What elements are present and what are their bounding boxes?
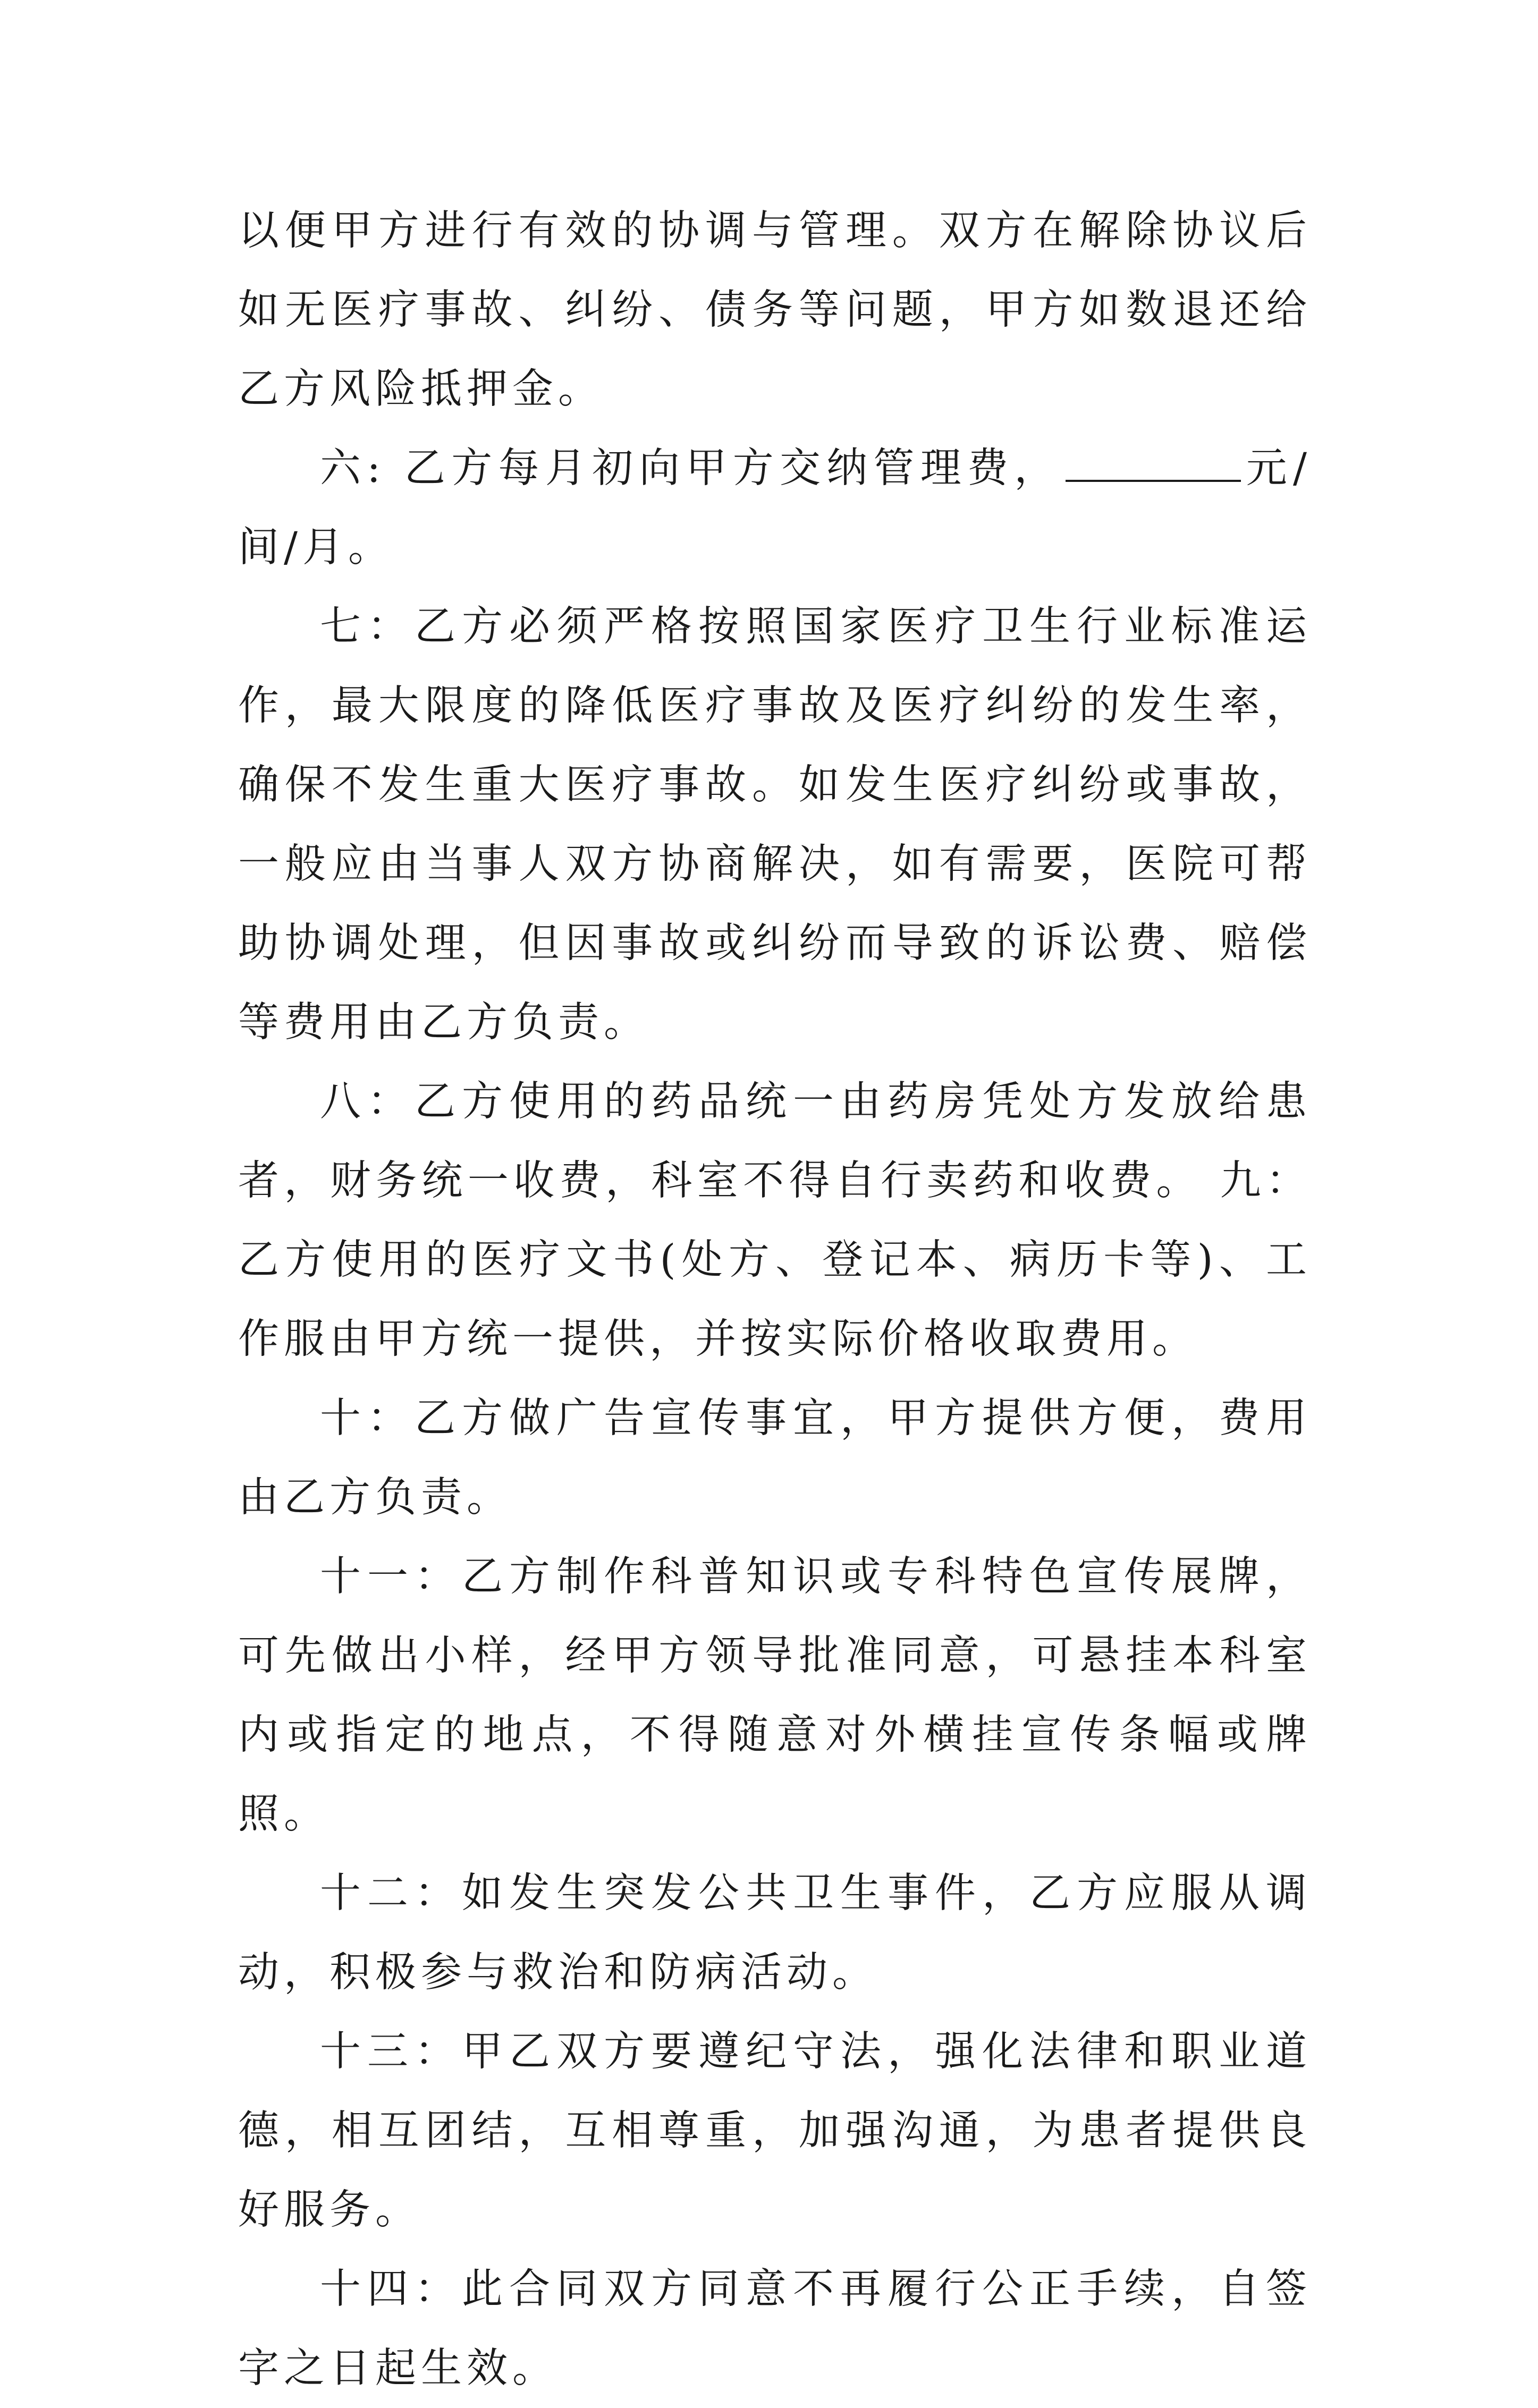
clause-10-advertising: 十：乙方做广告宣传事宜，甲方提供方便，费用由乙方负责。 <box>238 1395 1312 1521</box>
document-page <box>238 191 1312 2408</box>
clause-6-text-before: 六: 乙方每月初向甲方交纳管理费， <box>320 445 1061 492</box>
clause-7-medical-standards: 七：乙方必须严格按照国家医疗卫生行业标准运作，最大限度的降低医疗事故及医疗纠纷的发生率，确保不发生重大医疗事故。如发生医疗纠纷或事故，一般应由当事人双方协商解决，如有需要，医院可帮助协调处理，但因事故或纠纷而导致的诉讼费、赔偿等费用由乙方负责。 <box>238 603 1312 1046</box>
clause-8-9-pharmacy-documents: 八：乙方使用的药品统一由药房凭处方发放给患者，财务统一收费，科室不得自行卖药和收费。 九：乙方使用的医疗文书(处方、登记本、病历卡等)、工作服由甲方统一提供，并按实际价格收取费用。 <box>238 1078 1312 1363</box>
clause-13-conduct: 十三：甲乙双方要遵纪守法，强化法律和职业道德，相互团结，互相尊重，加强沟通，为患者提供良好服务。 <box>238 2028 1312 2234</box>
paragraph-continuation: 以便甲方进行有效的协调与管理。双方在解除协议后如无医疗事故、纠纷、债务等问题，甲方如数退还给乙方风险抵押金。 <box>238 207 1312 413</box>
clause-6-management-fee <box>238 429 1312 587</box>
clause-11-display-boards: 十一：乙方制作科普知识或专科特色宣传展牌，可先做出小样，经甲方领导批准同意，可悬挂本科室内或指定的地点，不得随意对外横挂宣传条幅或牌照。 <box>238 1553 1312 1838</box>
fee-amount-blank <box>1066 448 1241 482</box>
clause-12-public-health: 十二：如发生突发公共卫生事件，乙方应服从调动，积极参与救治和防病活动。 <box>238 1870 1312 1996</box>
clause-6-text-after: 元/间/月。 <box>238 445 1312 571</box>
clause-14-effective: 十四：此合同双方同意不再履行公正手续，自签字之日起生效。 <box>238 2266 1312 2392</box>
